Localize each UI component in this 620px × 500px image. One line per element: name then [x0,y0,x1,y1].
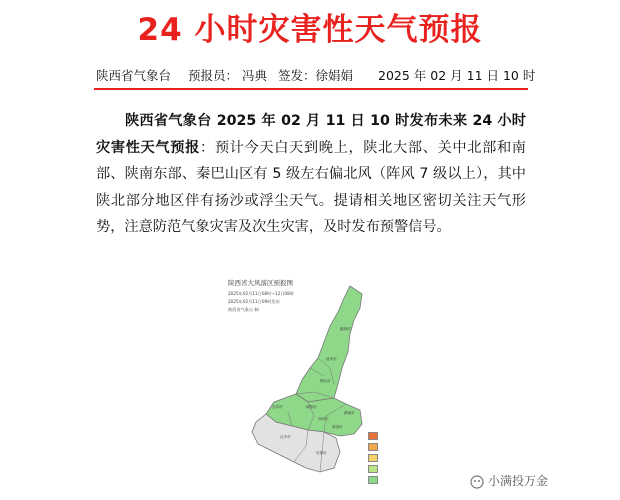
meta-line [96,66,536,86]
map-city-label: 商洛市 [332,425,343,429]
wind-forecast-map [222,276,382,476]
forecast-colon: ： [199,139,215,156]
meta-signer: 签发：徐娟娟 [278,68,354,83]
forecast-body [96,108,526,241]
legend-swatch [368,465,378,473]
meta-agency: 陕西省气象台 [96,68,172,83]
legend-swatch [368,432,378,440]
forecast-lead: 陕西省气象台 2025 年 02 月 11 日 10 时发布未来 24 小时灾害性天气预报 [96,113,526,156]
meta-forecaster: 预报员： 冯典 [188,68,267,83]
map-region-north [296,286,362,402]
map-city-label: 汉中市 [280,435,291,439]
document-title: 24 小时灾害性天气预报 [137,12,483,48]
map-city-label: 宝鸡市 [272,405,283,409]
map-city-label: 渭南市 [344,411,355,415]
legend-swatch [368,454,378,462]
meta-datetime: 2025 年 02 月 11 日 10 时 [378,68,536,83]
map-city-label: 西安市 [318,417,329,421]
legend-swatch [368,443,378,451]
forecast-text: 预计今天白天到晚上，陕北大部、关中北部和南部、陕南东部、秦巴山区有 5 级左右偏北风（阵风 7 级以上），其中陕北部分地区伴有扬沙或浮尘天气。提请相关地区密切关注天气形势，注意防范气象灾害及次生灾害，及时发布预警信号。 [96,139,526,235]
watermark-logo-icon [470,475,484,489]
map-issued: 2025年02月11日09时发布 [228,299,280,304]
map-producer: 陕西省气象台 制 [228,307,259,312]
map-validity: 2025年02月11日08时~12日08时 [228,291,294,296]
map-city-label: 安康市 [316,451,327,455]
map-legend [368,432,380,474]
shaanxi-map-svg [222,276,382,476]
watermark-text: 小满投万金 [488,474,549,488]
watermark [470,472,548,489]
map-title: 陕西省大风落区预报图 [228,279,293,287]
red-divider [94,88,528,90]
map-city-label: 延安市 [326,357,337,361]
legend-swatch [368,476,378,484]
map-city-label: 榆林市 [340,327,351,331]
map-city-label: 铜川市 [320,379,331,383]
map-city-label: 咸阳市 [306,405,317,409]
